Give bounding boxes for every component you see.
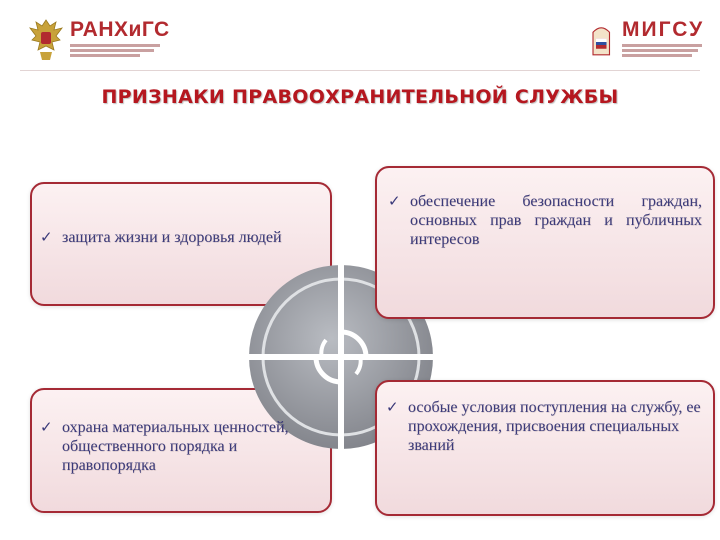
feature-item-special-service-conditions [386, 398, 708, 508]
feature-item-life-protection [40, 228, 310, 276]
building-emblem-icon [590, 16, 620, 62]
double-headed-eagle-icon [26, 16, 66, 62]
feature-text: охрана материальных ценностей, общественного порядка и правопорядка [62, 419, 289, 475]
ranepa-logo [26, 16, 196, 64]
checkmark-icon: ✓ [386, 398, 399, 416]
checkmark-icon: ✓ [40, 418, 53, 436]
ranepa-subtitle-lines [70, 44, 160, 59]
feature-text: обеспечение безопасности граждан, основных прав граждан и публичных интересов [410, 193, 702, 249]
header-divider [20, 70, 700, 71]
migsu-logo [590, 16, 710, 64]
ranepa-wordmark: РАНХиГС [70, 18, 170, 41]
page-title: ПРИЗНАКИ ПРАВООХРАНИТЕЛЬНОЙ СЛУЖБЫ [101, 86, 619, 108]
checkmark-icon: ✓ [388, 192, 401, 210]
feature-text: особые условия поступления на службу, ее прохождения, присвоения специальных званий [408, 399, 701, 455]
migsu-wordmark: МИГСУ [622, 18, 705, 41]
checkmark-icon: ✓ [40, 228, 53, 246]
feature-item-citizen-security [388, 192, 706, 302]
feature-item-property-protection [40, 418, 320, 498]
migsu-subtitle-lines [622, 44, 702, 59]
feature-text: защита жизни и здоровья людей [62, 229, 282, 246]
